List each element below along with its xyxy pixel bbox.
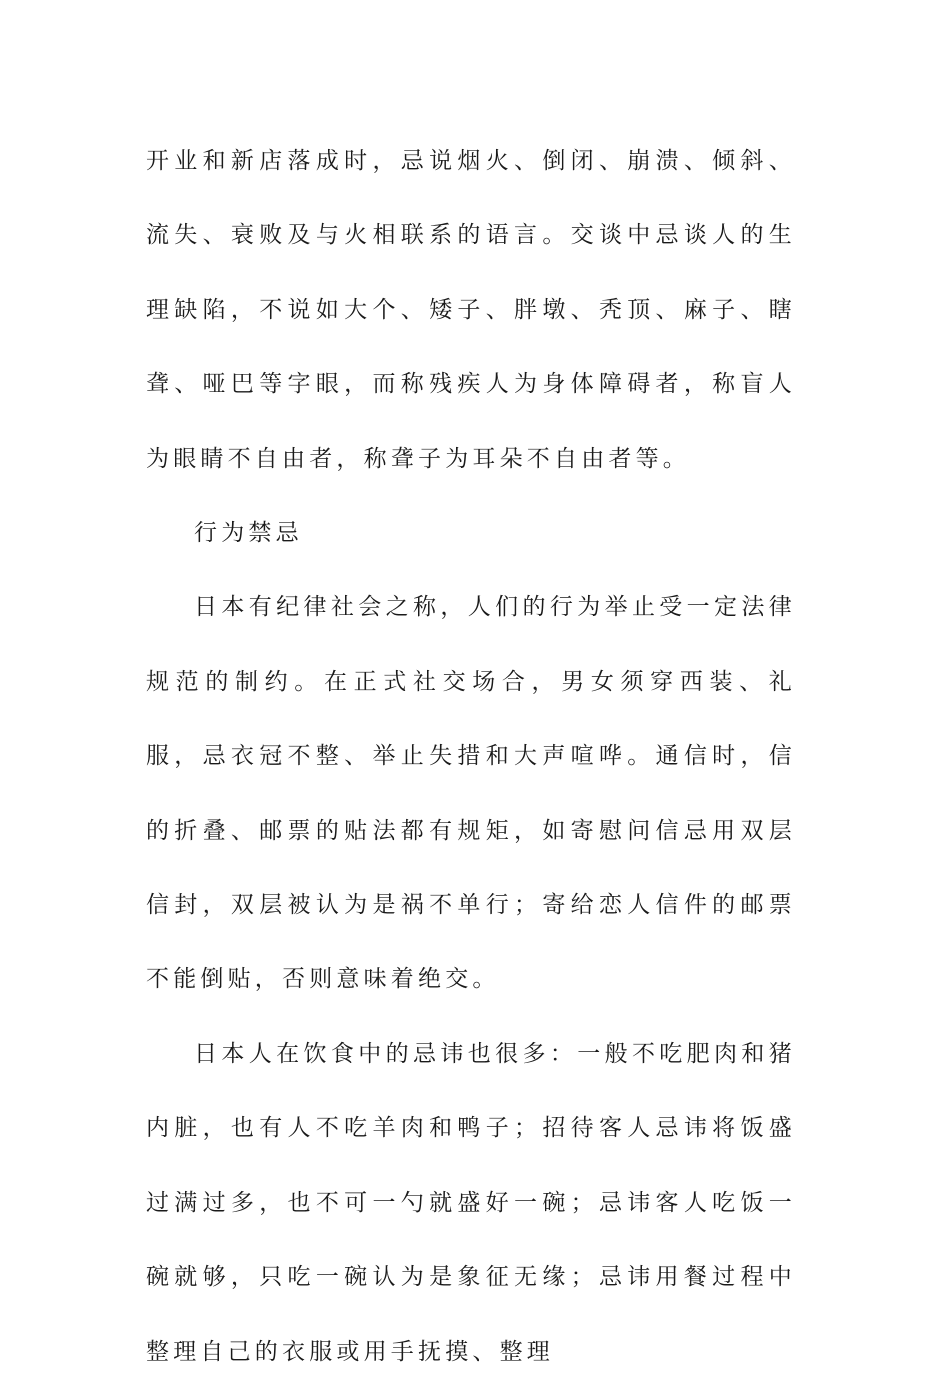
document-body: [146, 124, 796, 1389]
paragraph-dining-taboos: 日本人在饮食中的忌讳也很多：一般不吃肥肉和猪内脏，也有人不吃羊肉和鸭子；招待客人忌讳将饭盛过满过多，也不可一勺就盛好一碗；忌讳客人吃饭一碗就够，只吃一碗认为是象征无缘；忌讳用餐过程中整理自己的衣服或用手抚摸、整理: [146, 1040, 796, 1365]
section-heading-behavior-taboos: 行为禁忌: [194, 520, 303, 547]
paragraph-speech-taboos: 开业和新店落成时，忌说烟火、倒闭、崩溃、倾斜、流失、衰败及与火相联系的语言。交谈中忌谈人的生理缺陷，不说如大个、矮子、胖墩、秃顶、麻子、瞎聋、哑巴等字眼，而称残疾人为身体障碍者，称盲人为眼睛不自由者，称聋子为耳朵不自由者等。: [146, 148, 796, 472]
paragraph-behavior-taboos: 日本有纪律社会之称，人们的行为举止受一定法律规范的制约。在正式社交场合，男女须穿西装、礼服，忌衣冠不整、举止失措和大声喧哗。通信时，信的折叠、邮票的贴法都有规矩，如寄慰问信忌用双层信封，双层被认为是祸不单行；寄给恋人信件的邮票不能倒贴，否则意味着绝交。: [146, 594, 796, 993]
